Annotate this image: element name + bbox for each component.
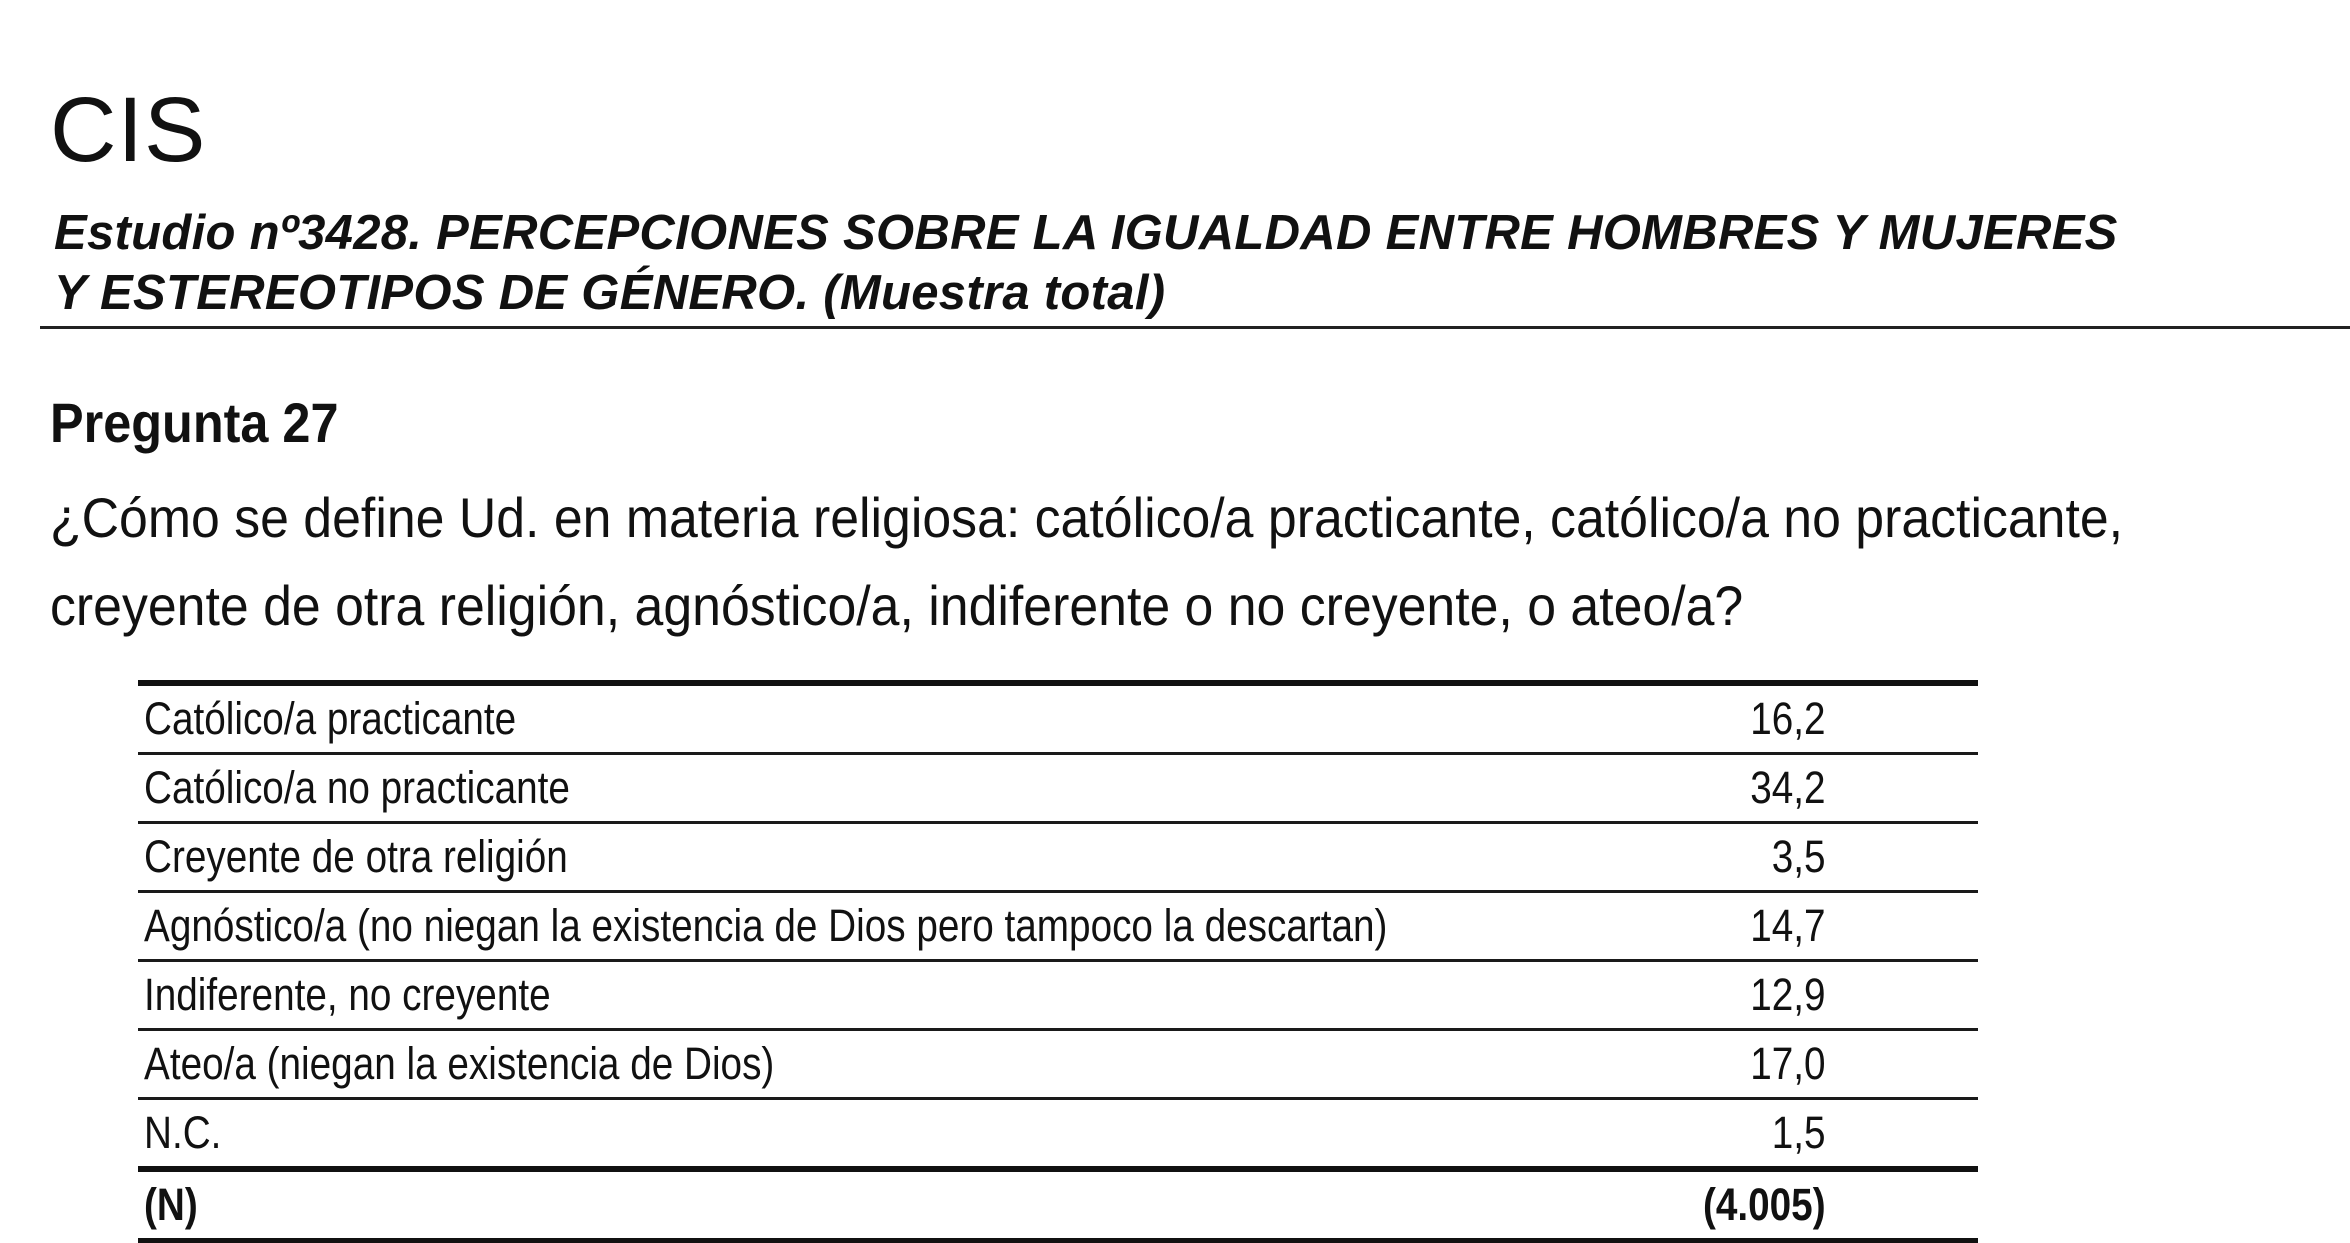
table-row — [138, 683, 1978, 754]
row-label: Católico/a no practicante — [138, 754, 1590, 823]
table-row — [138, 1030, 1978, 1099]
total-value: (4.005) — [1590, 1169, 1978, 1241]
table-row — [138, 961, 1978, 1030]
results-table — [138, 680, 1978, 1243]
question-text-line-1: ¿Cómo se define Ud. en materia religiosa: católico/a practicante, católico/a no practicante, — [50, 486, 2124, 549]
row-label: Creyente de otra religión — [138, 823, 1590, 892]
header-divider — [40, 326, 2350, 329]
question-number: Pregunta 27 — [50, 391, 339, 454]
question-text-line-2: creyente de otra religión, agnóstico/a, indiferente o no creyente, o ateo/a? — [50, 574, 1744, 637]
table-row — [138, 823, 1978, 892]
row-value: 3,5 — [1590, 823, 1978, 892]
table-row — [138, 1099, 1978, 1170]
row-value: 14,7 — [1590, 892, 1978, 961]
row-value: 1,5 — [1590, 1099, 1978, 1170]
row-label: Ateo/a (niegan la existencia de Dios) — [138, 1030, 1590, 1099]
table-row — [138, 892, 1978, 961]
row-label: Agnóstico/a (no niegan la existencia de Dios pero tampoco la descartan) — [138, 892, 1590, 961]
row-label: Católico/a practicante — [138, 683, 1590, 754]
question-text — [50, 474, 2350, 650]
study-title-line-2: Y ESTEREOTIPOS DE GÉNERO. (Muestra total) — [54, 266, 1166, 320]
row-value: 12,9 — [1590, 961, 1978, 1030]
organization-title: CIS — [50, 79, 207, 181]
study-title-line-1: Estudio nº3428. PERCEPCIONES SOBRE LA IGUALDAD ENTRE HOMBRES Y MUJERES — [54, 206, 2118, 260]
row-value: 17,0 — [1590, 1030, 1978, 1099]
row-value: 16,2 — [1590, 683, 1978, 754]
total-label: (N) — [138, 1169, 1590, 1241]
table-row — [138, 754, 1978, 823]
study-title — [54, 203, 2118, 323]
row-label: Indiferente, no creyente — [138, 961, 1590, 1030]
row-value: 34,2 — [1590, 754, 1978, 823]
row-label: N.C. — [138, 1099, 1590, 1170]
